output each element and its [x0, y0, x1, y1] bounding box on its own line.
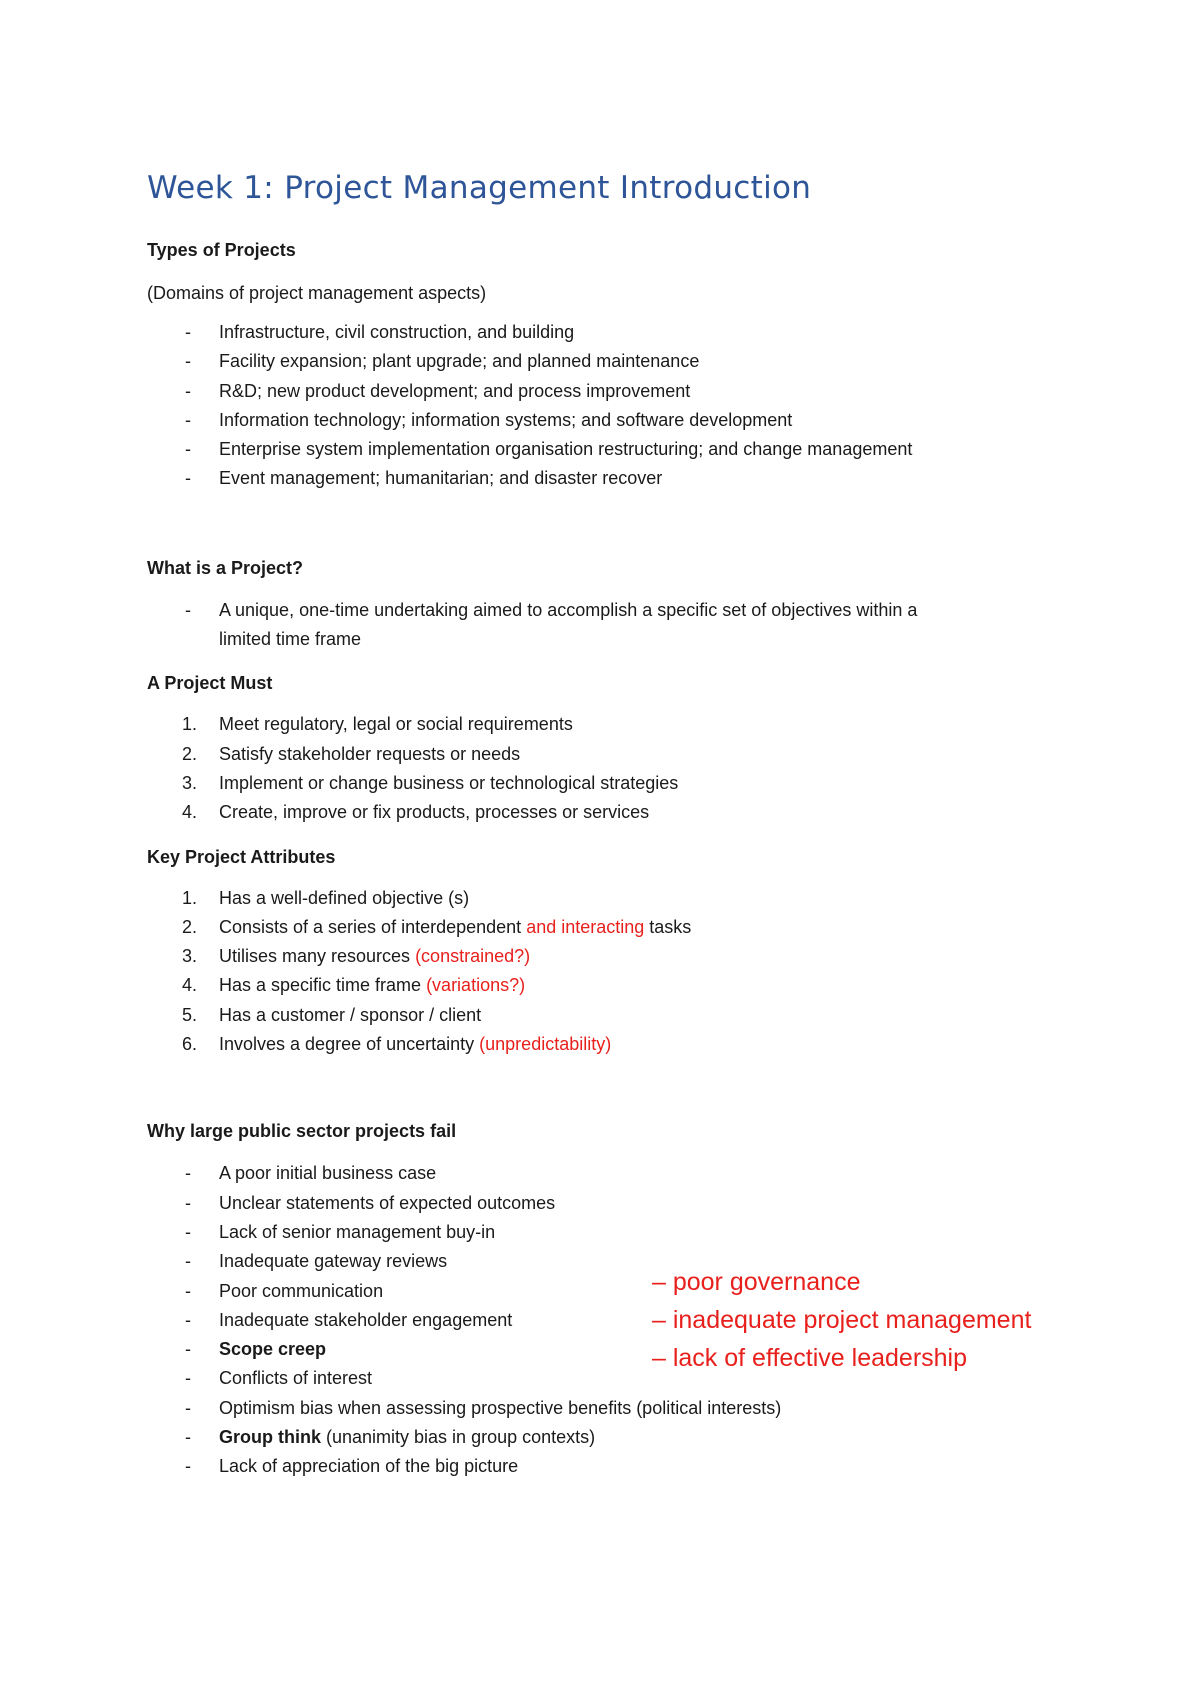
heading-key-project-attributes: Key Project Attributes	[147, 846, 336, 867]
annotation-text: and interacting	[526, 916, 645, 937]
list-item: - Conflicts of interest	[185, 1368, 373, 1389]
heading-what-is-a-project: What is a Project?	[147, 557, 304, 578]
page-title: Week 1: Project Management Introduction	[147, 170, 812, 206]
list-item: - Inadequate gateway reviews	[185, 1251, 448, 1272]
heading-a-project-must: A Project Must	[147, 673, 273, 694]
list-item: 1. Has a well-defined objective (s)	[182, 887, 470, 908]
list-item: 5. Has a customer / sponsor / client	[182, 1004, 482, 1025]
list-item: - Facility expansion; plant upgrade; and planned maintenance	[185, 351, 700, 372]
list-item: 2. Satisfy stakeholder requests or needs	[182, 743, 521, 764]
list-item: - Lack of senior management buy-in	[185, 1221, 496, 1242]
side-note-inadequate-pm: – inadequate project management	[652, 1306, 1032, 1334]
list-item: - Group think (unanimity bias in group contexts)	[185, 1427, 596, 1448]
list-item: - Optimism bias when assessing prospective benefits (political interests)	[185, 1397, 782, 1418]
list-item: - Lack of appreciation of the big picture	[185, 1456, 519, 1477]
must-list	[147, 710, 1067, 827]
types-intro: (Domains of project management aspects)	[147, 283, 487, 303]
list-item: 3. Utilises many resources (constrained?)	[182, 946, 531, 967]
side-annotation	[652, 1263, 1031, 1377]
types-list	[147, 318, 1067, 494]
list-item: - R&D; new product development; and process improvement	[185, 380, 691, 401]
list-item: 1. Meet regulatory, legal or social requirements	[182, 714, 573, 735]
list-item: - A unique, one-time undertaking aimed to accomplish a specific set of objectives within a limited time frame	[185, 599, 918, 650]
list-item: - Infrastructure, civil construction, and building	[185, 322, 575, 342]
heading-why-projects-fail: Why large public sector projects fail	[147, 1121, 457, 1142]
list-item: 4. Create, improve or fix products, processes or services	[182, 802, 650, 823]
list-item: 6. Involves a degree of uncertainty (unpredictability)	[182, 1034, 612, 1055]
what-list	[147, 596, 1067, 655]
list-item: 4. Has a specific time frame (variations?)	[182, 975, 526, 996]
list-item: - Event management; humanitarian; and disaster recover	[185, 468, 663, 489]
annotation-text: (constrained?)	[415, 946, 531, 967]
annotation-text: (variations?)	[426, 975, 526, 996]
side-note-lack-of-leadership: – lack of effective leadership	[652, 1344, 968, 1372]
list-item: - A poor initial business case	[185, 1163, 437, 1184]
annotation-text: (unpredictability)	[479, 1034, 612, 1055]
list-item: - Inadequate stakeholder engagement	[185, 1309, 513, 1330]
list-item: 3. Implement or change business or technological strategies	[182, 772, 679, 793]
list-item: - Information technology; information systems; and software development	[185, 409, 793, 430]
list-item: 2. Consists of a series of interdependent and interacting tasks	[182, 916, 692, 937]
list-item: - Poor communication	[185, 1280, 384, 1301]
list-item: - Scope creep	[185, 1339, 327, 1360]
heading-types-of-projects: Types of Projects	[147, 240, 296, 260]
attributes-list	[147, 884, 1067, 1060]
list-item: - Unclear statements of expected outcomes	[185, 1192, 556, 1213]
list-item: - Enterprise system implementation organisation restructuring; and change management	[185, 439, 913, 460]
side-note-poor-governance: – poor governance	[652, 1268, 861, 1296]
